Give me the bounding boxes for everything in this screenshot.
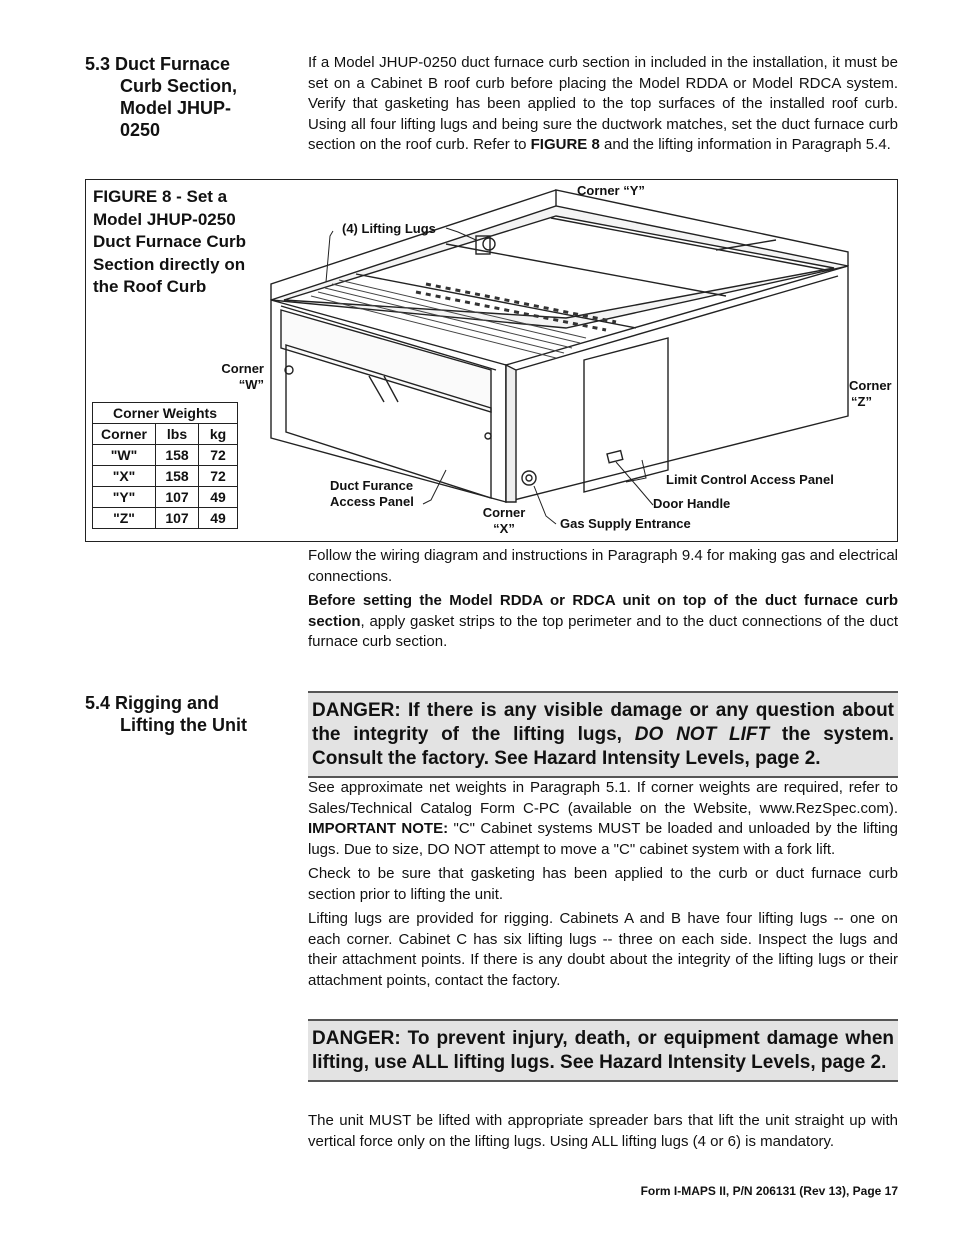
paragraph-text: , apply gasket strips to the top perimeter and to the duct connections of the duct furnace curb section. bbox=[308, 612, 898, 650]
section-5-3-followup bbox=[308, 546, 898, 657]
label-line: “X” bbox=[493, 521, 515, 536]
table-cell: 49 bbox=[199, 508, 238, 529]
section-5-3-intro bbox=[308, 53, 898, 156]
table-cell: 72 bbox=[199, 466, 238, 487]
table-cell: "Z" bbox=[93, 508, 156, 529]
table-cell: 49 bbox=[199, 487, 238, 508]
table-row bbox=[93, 487, 238, 508]
label-line: Access Panel bbox=[330, 494, 414, 509]
caption-line: Model JHUP-0250 bbox=[93, 209, 236, 229]
paragraph: Lifting lugs are provided for rigging. Cabinets A and B have four lifting lugs -- one on each corner. Cabinet C has six lifting lugs -- three on each side. Inspect the lugs and their attachment points. If there is any doubt about the integrity of the lifting lugs or their attachment points, contact the factory. bbox=[308, 910, 898, 989]
table-cell: "W" bbox=[93, 445, 156, 466]
section-number: 5.4 bbox=[85, 693, 111, 713]
label-duct-access-panel bbox=[330, 478, 414, 510]
paragraph: Follow the wiring diagram and instructions in Paragraph 9.4 for making gas and electrical connections. bbox=[308, 547, 898, 585]
label-door-handle: Door Handle bbox=[653, 496, 731, 511]
column-header: lbs bbox=[156, 424, 199, 445]
caption-line: Duct Furnace Curb bbox=[93, 232, 247, 251]
bold-text: Before setting the Model RDDA or RDCA unit on top of the duct furnace curb section bbox=[308, 592, 898, 630]
intro-text: If a Model JHUP-0250 duct furnace curb section in included in the installation, it must be set on a Cabinet B roof curb before placing the Model RDDA or Model RDCA system. Verify that gasketing has been applied to the top surfaces of the installed roof curb. Using all four lifting lugs and being sure the ductwork matches, set the duct furnace curb section on the roof curb. Refer to bbox=[308, 54, 898, 153]
figure-8 bbox=[85, 179, 898, 542]
table-cell: 158 bbox=[156, 466, 199, 487]
corner-weights-table bbox=[92, 402, 238, 529]
paragraph bbox=[308, 591, 898, 653]
intro-text-end: and the lifting information in Paragraph 5.4. bbox=[599, 136, 891, 153]
table-cell: 72 bbox=[199, 445, 238, 466]
label-line: “Z” bbox=[851, 394, 872, 409]
label-lifting-lugs: (4) Lifting Lugs bbox=[342, 221, 436, 236]
label-line: Duct Furance bbox=[330, 478, 414, 493]
column-header: kg bbox=[199, 424, 238, 445]
label-gas-supply: Gas Supply Entrance bbox=[560, 516, 691, 531]
table-cell: 158 bbox=[156, 445, 199, 466]
page-footer: Form I-MAPS II, P/N 206131 (Rev 13), Page 17 bbox=[640, 1184, 898, 1198]
table-cell: "Y" bbox=[93, 487, 156, 508]
danger-box-use-all-lugs: DANGER: To prevent injury, death, or equipment damage when lifting, use ALL lifting lugs. See Hazard Intensity Levels, page 2. bbox=[308, 1019, 898, 1082]
table-cell: 107 bbox=[156, 487, 199, 508]
table-row bbox=[93, 466, 238, 487]
section-5-4-heading bbox=[85, 692, 295, 736]
heading-line: Duct Furnace bbox=[115, 54, 231, 74]
heading-line: Model JHUP- bbox=[120, 98, 232, 118]
label-corner-y: Corner “Y” bbox=[577, 183, 645, 198]
label-corner-z bbox=[849, 378, 897, 410]
paragraph bbox=[308, 778, 898, 860]
label-line: Corner bbox=[849, 378, 892, 393]
paragraph: The unit MUST be lifted with appropriate spreader bars that lift the unit straight up with vertical force only on the lifting lugs. Using ALL lifting lugs (4 or 6) is mandatory. bbox=[308, 1112, 898, 1150]
table-cell: "X" bbox=[93, 466, 156, 487]
table-row bbox=[93, 508, 238, 529]
caption-line: Section directly on bbox=[93, 254, 246, 274]
paragraph-text: See approximate net weights in Paragraph 5.1. If corner weights are required, refer to Sales/Technical Catalog Form C-PC (available on the Website, www.RezSpec.com). bbox=[308, 779, 898, 817]
heading-line: Curb Section, bbox=[120, 76, 238, 96]
danger-emphasis: DO NOT LIFT bbox=[634, 724, 770, 745]
label-line: Corner bbox=[221, 361, 264, 376]
table-cell: 107 bbox=[156, 508, 199, 529]
paragraph: Check to be sure that gasketing has been applied to the curb or duct furnace curb section prior to lifting the unit. bbox=[308, 865, 898, 903]
label-line: Corner bbox=[482, 505, 526, 520]
section-number: 5.3 bbox=[85, 54, 111, 74]
label-line: “W” bbox=[238, 377, 264, 392]
heading-line: Lifting the Unit bbox=[120, 715, 247, 735]
danger-text: the system. Consult the factory. See Hazard Intensity Levels, page 2. bbox=[312, 724, 894, 769]
section-5-4-final bbox=[308, 1111, 898, 1156]
section-5-3-heading bbox=[85, 53, 285, 141]
label-limit-control-panel: Limit Control Access Panel bbox=[666, 472, 834, 487]
column-header: Corner bbox=[93, 424, 156, 445]
caption-line: the Roof Curb bbox=[93, 277, 207, 296]
heading-line: 0250 bbox=[120, 120, 161, 140]
caption-line: FIGURE 8 - Set a bbox=[93, 187, 228, 206]
figure-reference: FIGURE 8 bbox=[530, 136, 600, 153]
label-corner-w bbox=[212, 361, 264, 393]
heading-line: Rigging and bbox=[115, 693, 220, 713]
table-title: Corner Weights bbox=[93, 403, 238, 424]
danger-text: DANGER: If there is any visible damage or any question about the integrity of the lifting lugs, bbox=[312, 700, 894, 745]
danger-box-lifting-lugs bbox=[308, 691, 898, 778]
paragraph-text: "C" Cabinet systems MUST be loaded and unloaded by the lifting lugs. Due to size, DO NOT attempt to move a "C" cabinet system with a fork lift. bbox=[308, 820, 899, 858]
table-row bbox=[93, 445, 238, 466]
important-note-label: IMPORTANT NOTE: bbox=[308, 820, 449, 837]
section-5-4-body bbox=[308, 778, 898, 995]
label-corner-x bbox=[478, 505, 530, 537]
